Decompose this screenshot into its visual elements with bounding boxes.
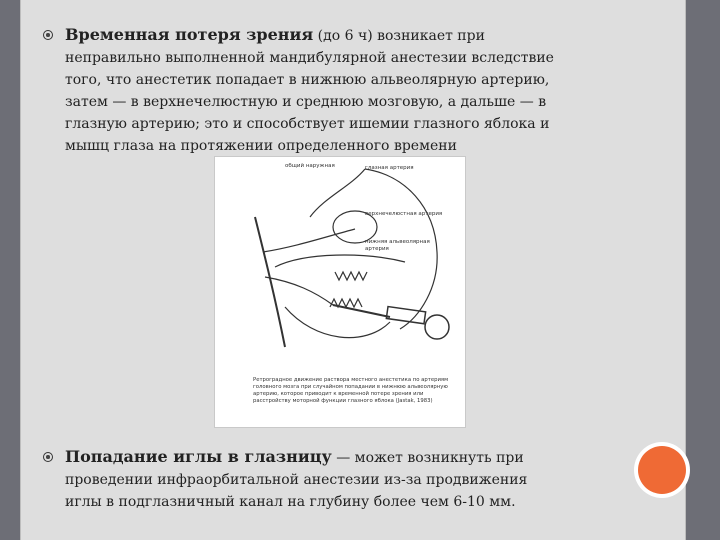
text-line: неправильно выполненной мандибулярной анестезии вследствие [65,50,554,66]
bullet-icon [43,30,53,40]
text-line: глазную артерию; это и способствует ишемии глазного яблока и [65,116,550,132]
bullet-lead: (до 6 ч) возникает при [313,28,485,44]
slide [20,0,686,540]
bullet-icon [43,452,53,462]
maxilla-line [275,255,405,267]
label-carotid: общий наружная [285,163,335,169]
label-alveolar-2: артерия [365,246,389,252]
anatomy-figure [214,156,466,428]
upper-teeth [335,272,367,280]
bullet-heading: Временная потеря зрения [65,25,314,44]
decorative-circle [638,446,686,494]
text-line: проведении инфраорбитальной анестезии из-за продвижения [65,472,528,488]
text-line: мышц глаза на протяжении определенного времени [65,138,457,154]
bullet-lead: — может возникнуть при [331,450,524,466]
text-line: иглы в подглазничный канал на глубину более чем 6-10 мм. [65,494,516,510]
mandible-line [285,307,390,338]
figure-caption: Ретроградное движение раствора местного анестетика по артериям головного мозга при случайном попадании в нижнюю альвеолярную артерию, которое приводит к временной потере зрения или расстройству моторной функции глазного яблока (Jastak, 1983) [253,377,449,404]
bullet-heading: Попадание иглы в глазницу [65,447,332,466]
label-ophthalmic: глазная артерия [365,165,414,171]
forehead-line [310,169,365,217]
label-maxillary: верхнечелюстная артерия [365,211,443,217]
bullet-paragraph-needle-orbit [65,446,675,513]
carotid-artery [255,217,285,347]
syringe [386,307,449,339]
text-line: затем — в верхнечелюстную и среднюю мозговую, а дальше — в [65,94,547,110]
label-alveolar: нижняя альвеолярная [365,239,430,245]
ophthalmic-artery-line [263,229,355,252]
text-line: того, что анестетик попадает в нижнюю альвеолярную артерию, [65,72,550,88]
bullet-paragraph-vision-loss [65,24,675,157]
